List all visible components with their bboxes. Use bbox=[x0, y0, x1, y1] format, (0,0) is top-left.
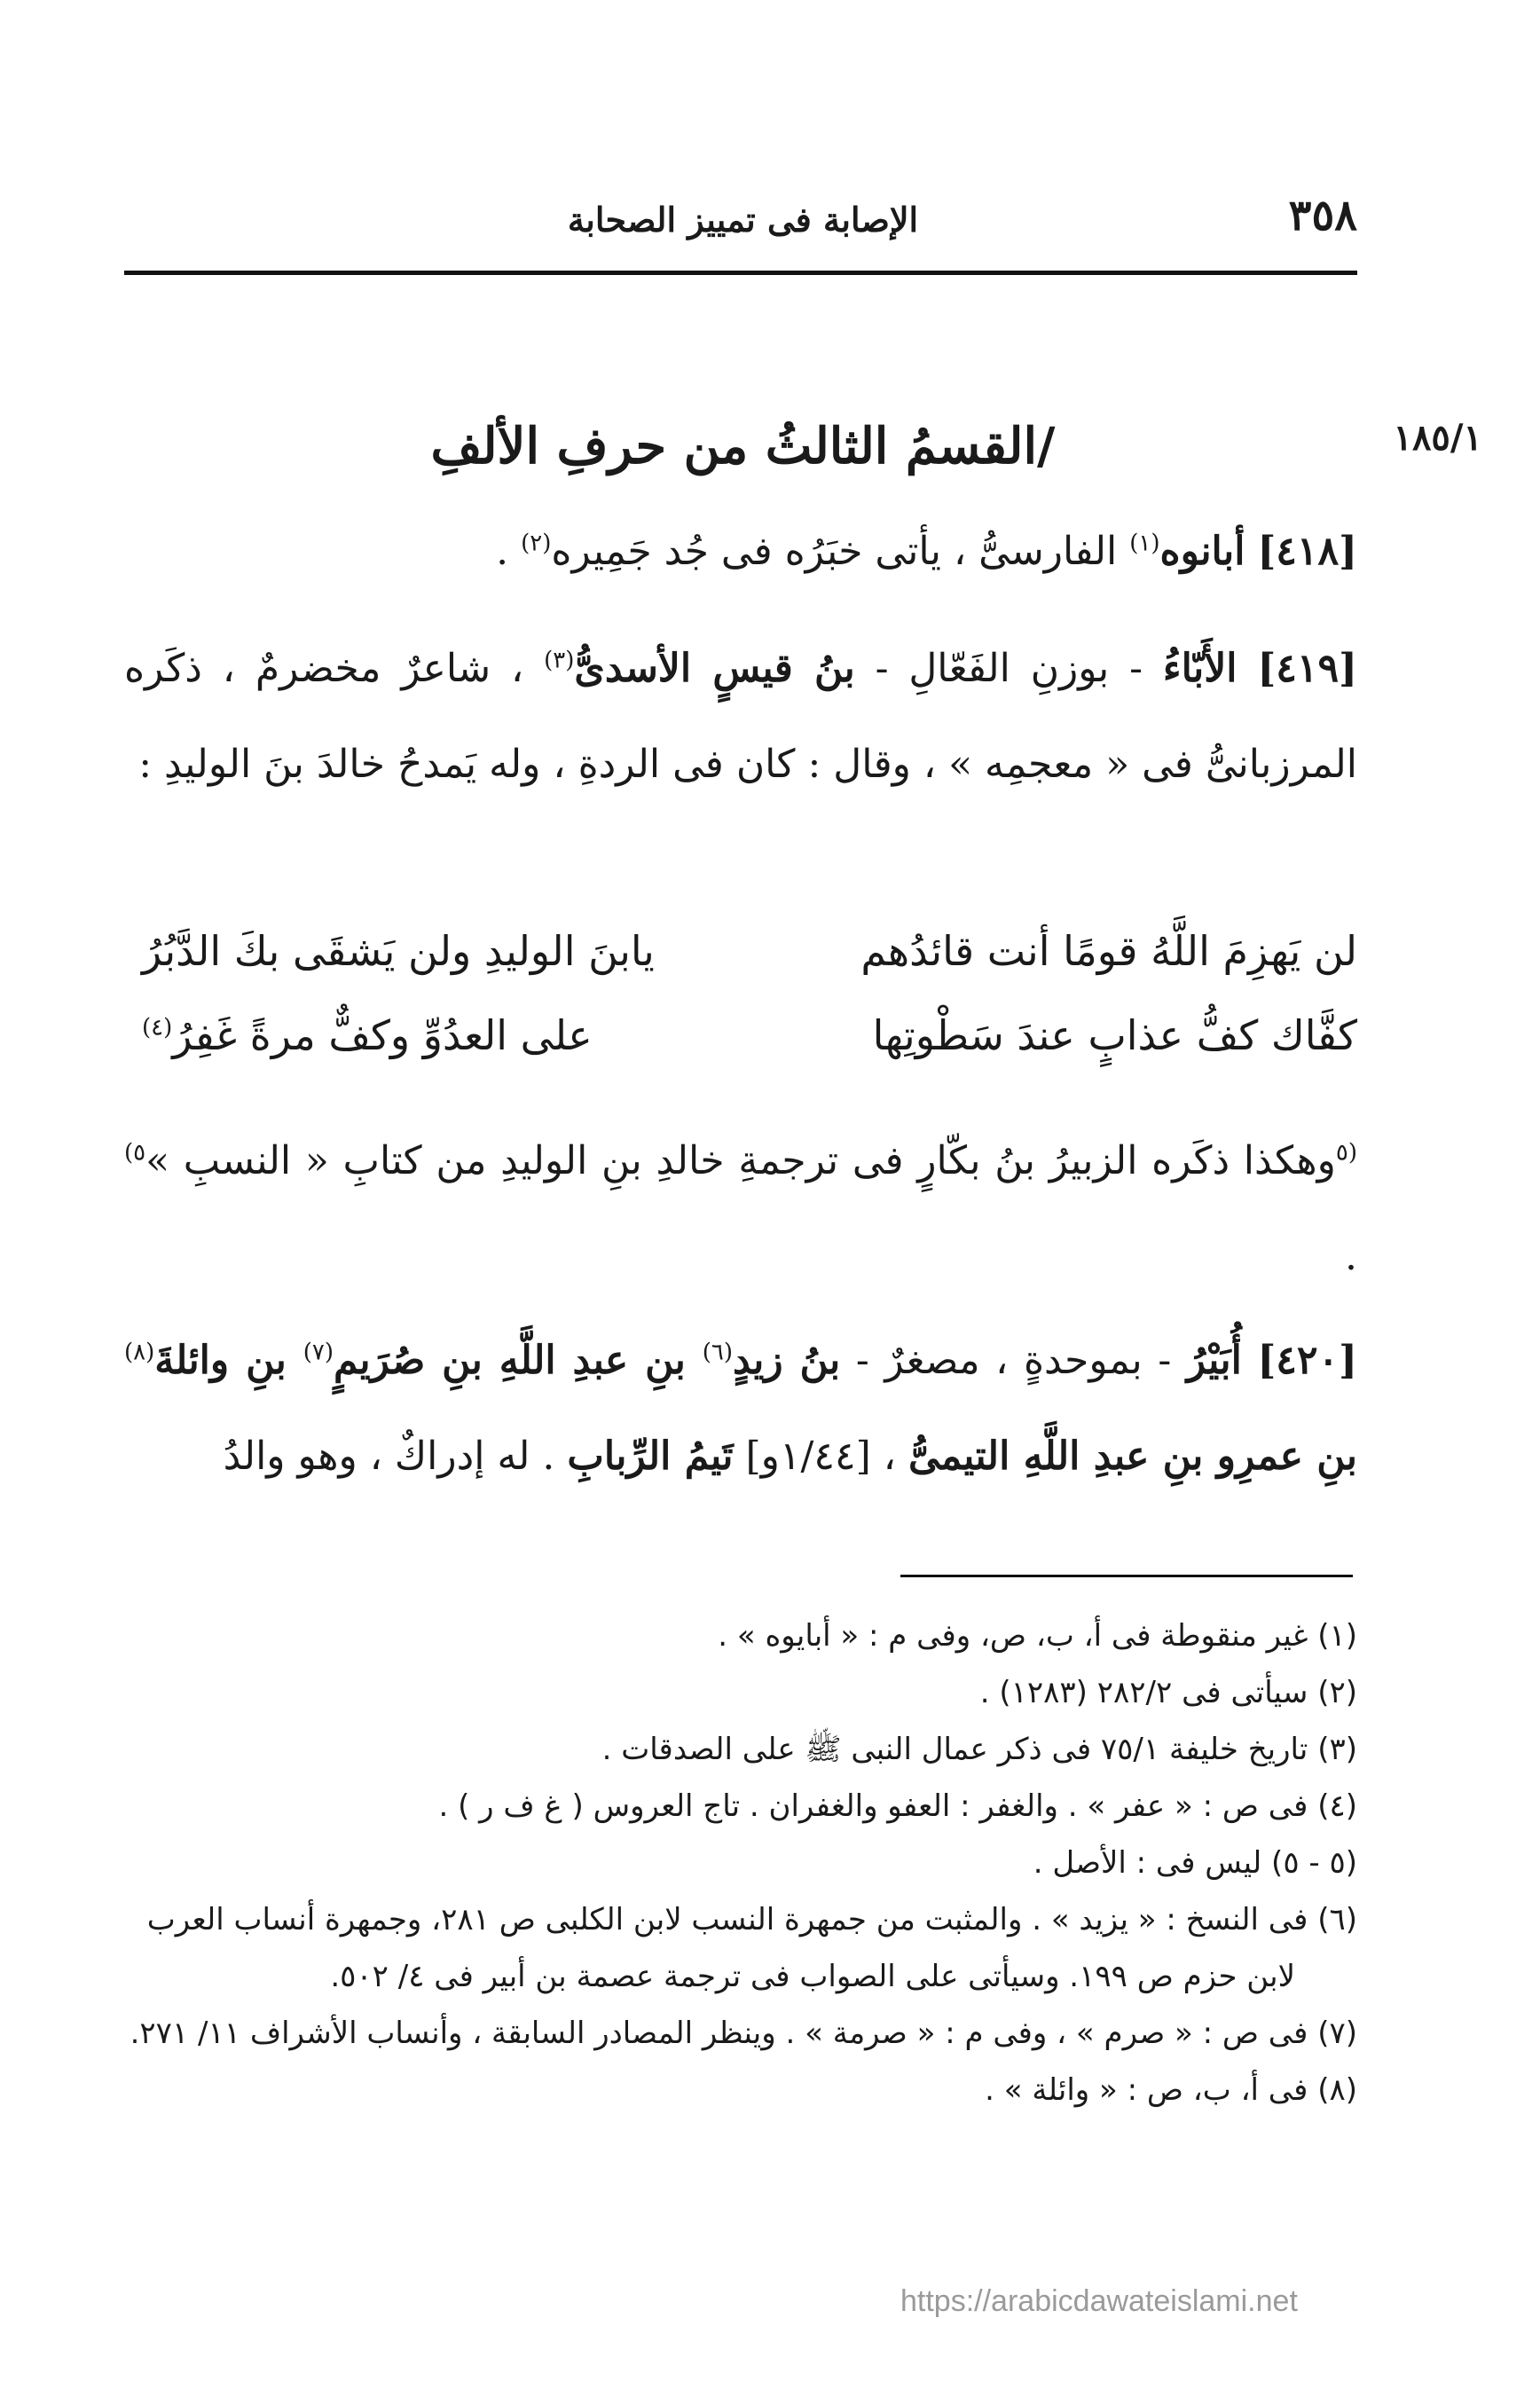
entry-text: الفارسىُّ ، يأتى خبَرُه فى جُد جَمِيره bbox=[551, 529, 1130, 574]
poem bbox=[124, 927, 1357, 1096]
poem-verse bbox=[124, 1011, 1357, 1096]
entry-lineage: بنِ عبدِ اللَّهِ بنِ صُرَيمٍ bbox=[334, 1338, 703, 1383]
page-number: ٣٥٨ bbox=[1288, 191, 1357, 240]
entry-lineage: بنُ قيسٍ الأسدىُّ bbox=[574, 646, 855, 691]
footnote: (١) غير منقوطة فى أ، ب، ص، وفى م : « أبايوه » . bbox=[718, 1618, 1357, 1654]
entry-419 bbox=[124, 621, 1357, 813]
poem-verse bbox=[124, 927, 1357, 1011]
entry-418 bbox=[124, 504, 1357, 600]
footnote: (٤) فى ص : « عفر » . والغفر : العفو والغفران . تاج العروس ( غ ف ر ) . bbox=[438, 1788, 1357, 1824]
after-poem-text bbox=[124, 1113, 1357, 1305]
footnote-continuation: لابن حزم ص ١٩٩. وسيأتى على الصواب فى ترجمة عصمة بن أبير فى ٤/ ٥٠٢. bbox=[330, 1959, 1295, 1994]
footnote: (٦) فى النسخ : « يزيد » . والمثبت من جمهرة النسب لابن الكلبى ص ٢٨١، وجمهرة أنساب العرب bbox=[146, 1902, 1357, 1937]
entry-text: . له إدراكٌ ، وهو والدُ bbox=[223, 1434, 568, 1479]
poem-hemistich-right: كفَّاك كفُّ عذابٍ عندَ سَطْوتِها bbox=[872, 1011, 1357, 1059]
section-title: /القسمُ الثالثُ من حرفِ الألفِ bbox=[430, 417, 1056, 475]
entry-end: . bbox=[496, 529, 522, 574]
tribe-name: تَيمُ الرِّبابِ bbox=[567, 1434, 734, 1479]
footnote-mark: (٨) bbox=[124, 1339, 155, 1366]
entry-name: أُبَيْرُ bbox=[1186, 1338, 1242, 1383]
footnote-mark: (٧) bbox=[302, 1339, 334, 1366]
entry-lineage: بنُ زيدٍ bbox=[733, 1338, 841, 1383]
poem-hemistich-text: على العدُوِّ وكفٌّ مرةً غَفِرُ bbox=[172, 1011, 593, 1059]
poem-hemistich-left bbox=[142, 1011, 593, 1059]
poem-hemistich-right: لن يَهزِمَ اللَّهُ قومًا أنت قائدُهم bbox=[860, 927, 1357, 975]
footnote: (٢) سيأتى فى ٢٨٢/٢ (١٢٨٣) . bbox=[979, 1675, 1357, 1710]
footnote: (٥ - ٥) ليس فى : الأصل . bbox=[1033, 1845, 1357, 1881]
footnote-mark: (١) bbox=[1129, 530, 1160, 557]
footnotes bbox=[124, 1607, 1357, 2118]
footnote-mark: (٦) bbox=[702, 1339, 734, 1366]
footnote-mark: (٢) bbox=[521, 530, 552, 557]
footnote-mark: ٥) bbox=[124, 1139, 146, 1167]
entry-number: [٤١٩] bbox=[1257, 646, 1357, 691]
entry-lineage: بنِ عمرِو بنِ عبدِ اللَّهِ التيمىُّ bbox=[908, 1434, 1357, 1479]
footnote-mark: (٤) bbox=[142, 1014, 173, 1041]
entry-text: - بموحدةٍ ، مصغرٌ - bbox=[840, 1338, 1187, 1383]
footnote-mark: (٥ bbox=[1335, 1139, 1357, 1167]
footnote: (٣) تاريخ خليفة ٧٥/١ فى ذكر عمال النبى ﷺ على الصدقات . bbox=[601, 1732, 1357, 1767]
page-header bbox=[129, 191, 1357, 253]
header-rule bbox=[124, 271, 1357, 275]
footnote-mark: (٣) bbox=[544, 647, 575, 674]
entry-420 bbox=[124, 1313, 1357, 1505]
footnote-rule bbox=[900, 1575, 1353, 1577]
watermark-url: https://arabicdawateislami.net bbox=[900, 2284, 1298, 2318]
paragraph-text: وهكذا ذكَره الزبيرُ بنُ بكّارٍ فى ترجمةِ خالدِ بنِ الوليدِ من كتابِ « النسبِ » bbox=[145, 1138, 1336, 1183]
running-title: الإصابة فى تمييز الصحابة bbox=[567, 200, 919, 240]
manuscript-ref: ، [١/٤٤و] bbox=[733, 1434, 908, 1479]
entry-text: - بوزنِ الفَعّالِ - bbox=[854, 646, 1163, 691]
entry-name: الأَبّاءُ bbox=[1162, 646, 1238, 691]
entry-lineage: بنِ وائلةَ bbox=[154, 1338, 303, 1383]
entry-number: [٤٢٠] bbox=[1257, 1338, 1357, 1383]
paragraph-end: . bbox=[1345, 1234, 1357, 1279]
entry-number: [٤١٨] bbox=[1257, 529, 1357, 574]
footnote: (٧) فى ص : « صرم » ، وفى م : « صرمة » . وينظر المصادر السابقة ، وأنساب الأشراف ١١/ ٢٧١. bbox=[130, 2016, 1357, 2051]
entry-text: ، شاعرٌ مخضرمٌ ، ذكَره المرزبانىُّ فى « معجمِه » ، وقال : كان فى الردةِ ، وله يَمدحُ خالدَ بنَ الوليدِ : bbox=[124, 646, 1357, 787]
entry-name: أبانوه bbox=[1159, 529, 1245, 574]
margin-reference: ١٨٥/١ bbox=[1393, 417, 1482, 459]
poem-hemistich-left: يابنَ الوليدِ ولن يَشقَى بكَ الدَّبُرُ bbox=[142, 927, 655, 975]
footnote: (٨) فى أ، ب، ص : « وائلة » . bbox=[985, 2072, 1357, 2108]
